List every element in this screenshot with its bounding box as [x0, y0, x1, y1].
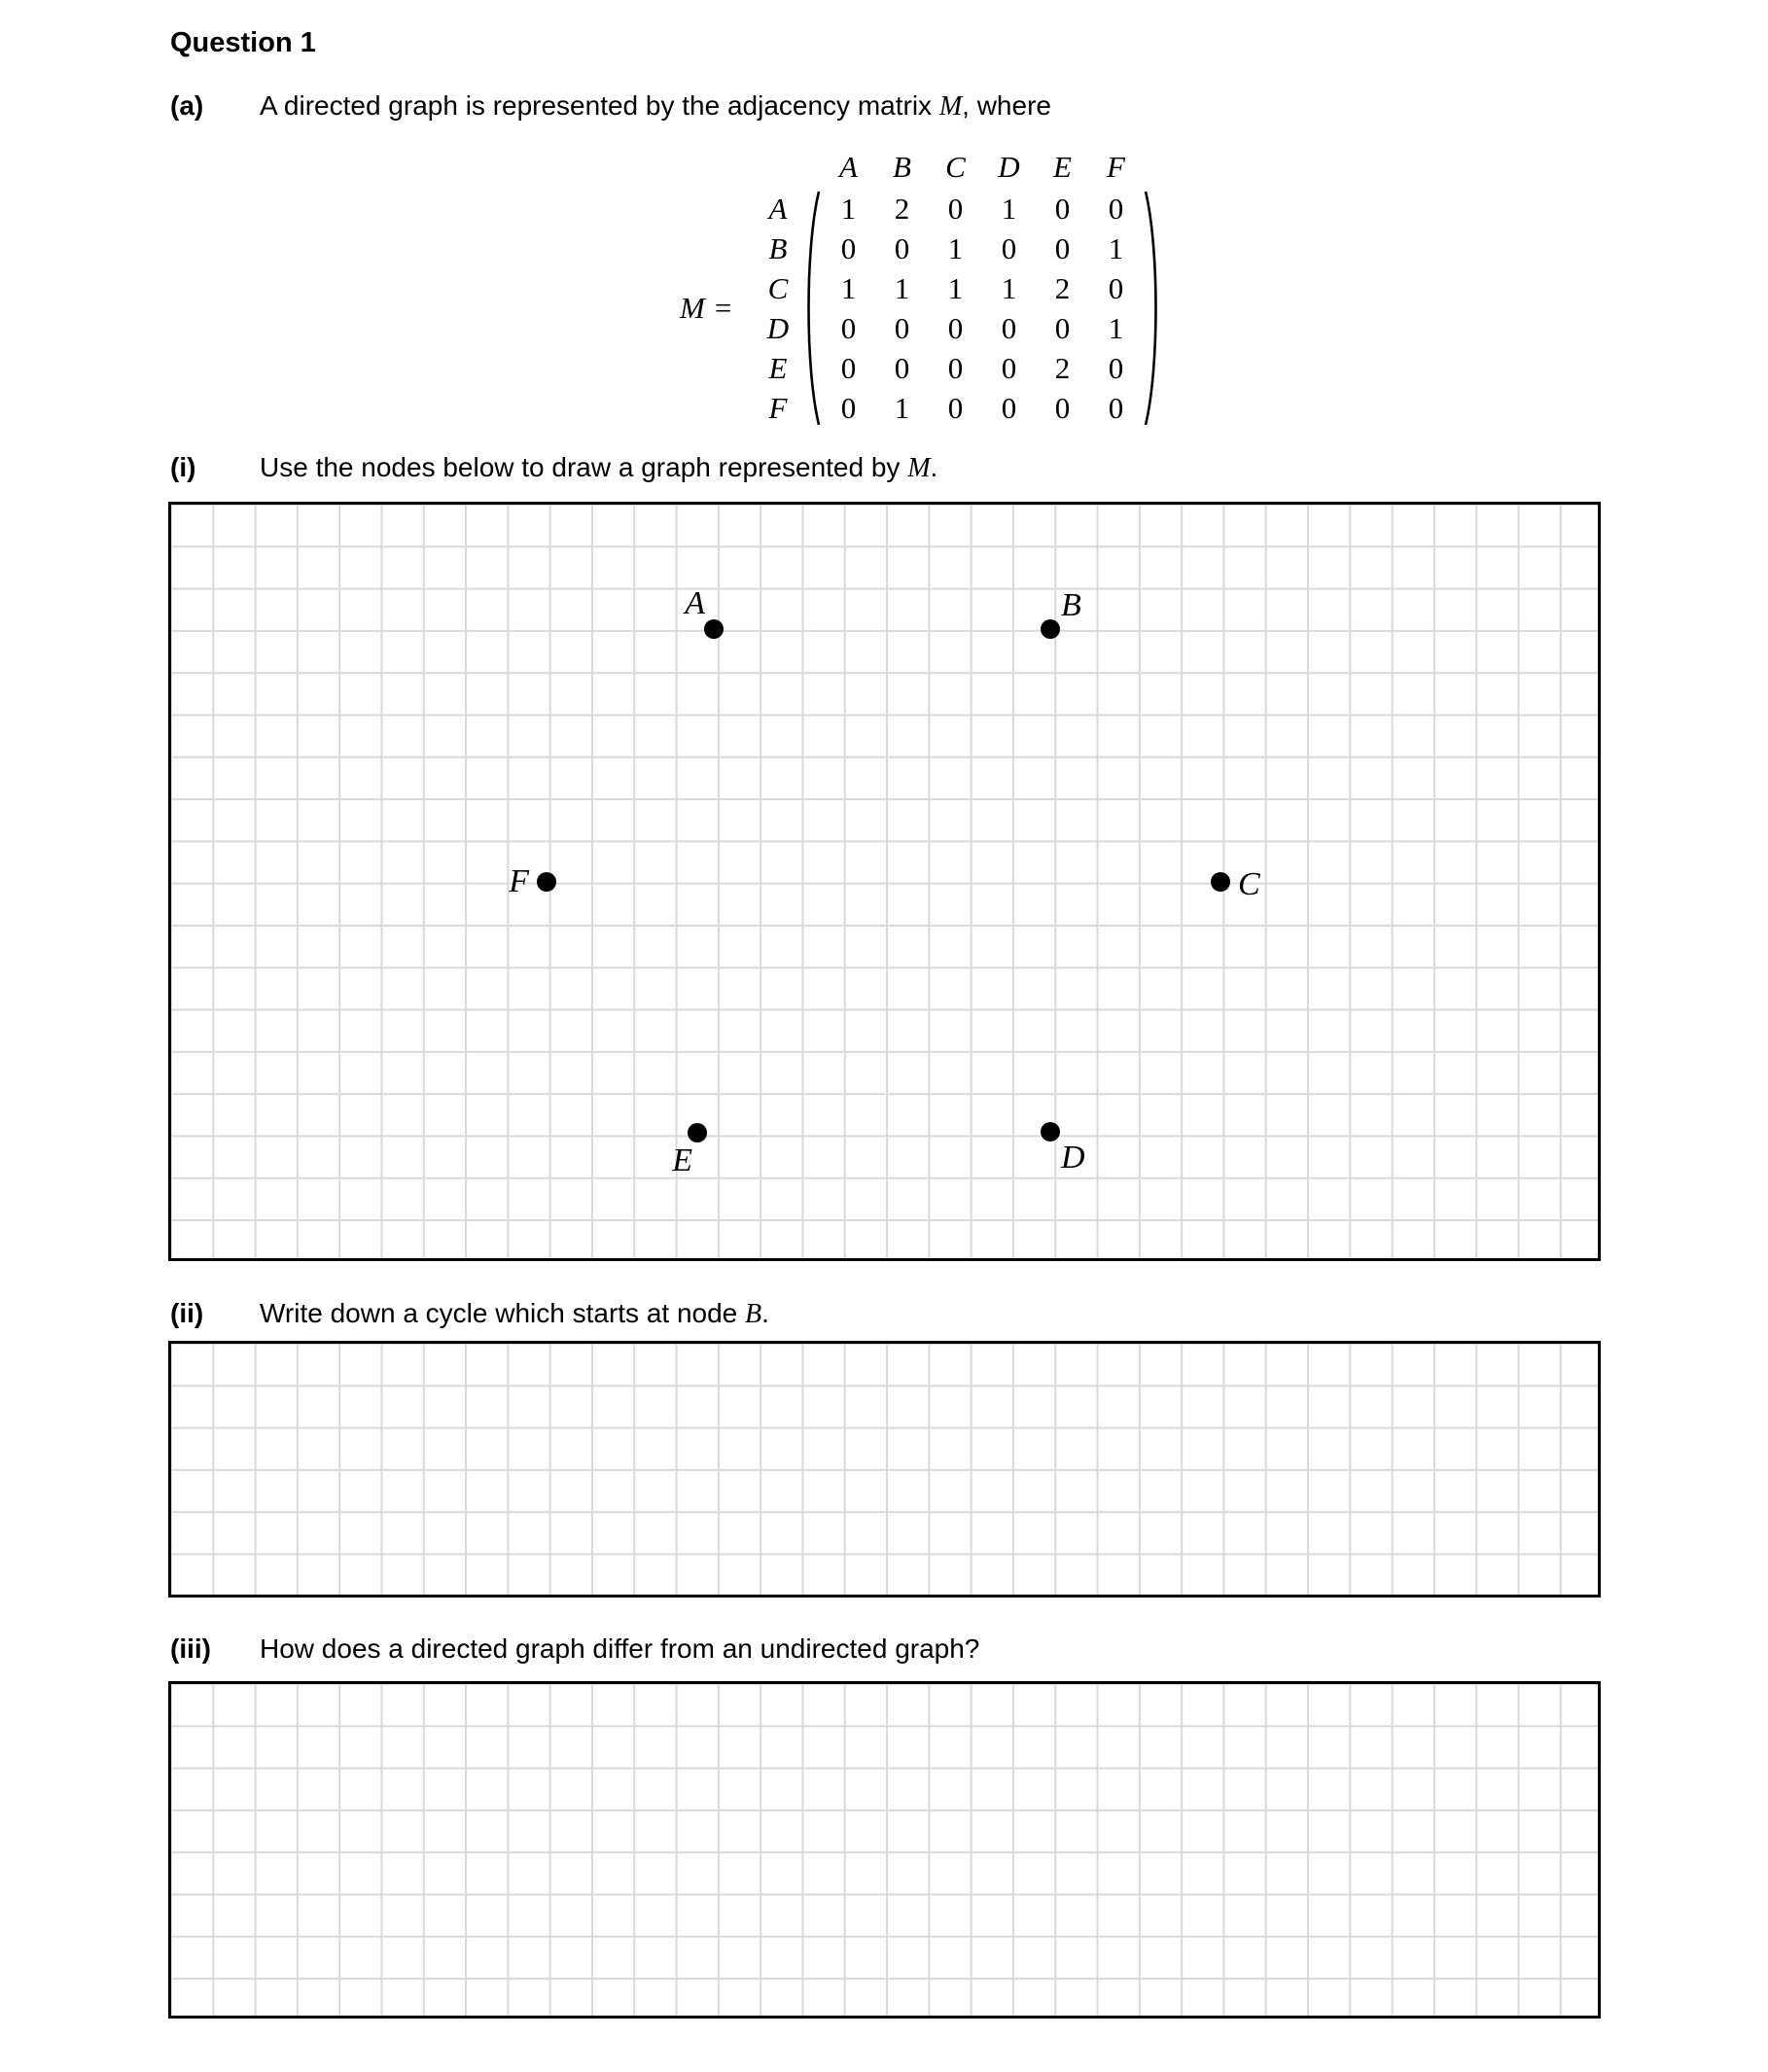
matrix-cell: 2 — [1054, 270, 1071, 305]
matrix-row-label: B — [768, 230, 788, 265]
matrix-col-header: E — [1053, 150, 1072, 184]
matrix-left-paren — [802, 189, 822, 428]
part-iii-prompt — [170, 1633, 979, 1665]
part-ii-text — [260, 1298, 769, 1330]
matrix-cell: 1 — [1108, 230, 1124, 265]
matrix-cell: 0 — [894, 230, 910, 265]
matrix-cell: 0 — [947, 310, 964, 345]
node-a-dot[interactable] — [704, 619, 724, 639]
matrix-cell: 0 — [1001, 350, 1017, 385]
matrix-cell: 0 — [840, 350, 857, 385]
part-i-text-after: . — [930, 452, 938, 482]
node-b-dot[interactable] — [1041, 619, 1060, 639]
matrix-cell: 1 — [840, 270, 857, 305]
matrix-cell: 0 — [947, 390, 964, 425]
matrix-col-header: F — [1107, 150, 1125, 184]
node-d-dot[interactable] — [1041, 1122, 1060, 1141]
matrix-cell: 1 — [947, 270, 964, 305]
matrix-cell: 0 — [840, 230, 857, 265]
matrix-row-label: D — [766, 310, 790, 345]
part-ii-prompt — [170, 1298, 769, 1330]
part-ii-label: (ii) — [170, 1298, 204, 1328]
matrix-cell: 0 — [1001, 310, 1017, 345]
matrix-cell: 0 — [1054, 310, 1071, 345]
matrix-cell: 1 — [1108, 310, 1124, 345]
node-c-label: C — [1238, 866, 1260, 902]
part-ii-text-before: Write down a cycle which starts at node — [260, 1298, 746, 1328]
matrix-col-header: D — [998, 150, 1020, 184]
matrix-cell: 0 — [1108, 270, 1124, 305]
node-e-label: E — [672, 1142, 692, 1178]
matrix-cell: 2 — [1054, 350, 1071, 385]
part-i-math-symbol: M — [907, 453, 931, 483]
node-b-label: B — [1061, 587, 1081, 623]
matrix-cell: 0 — [1054, 390, 1071, 425]
graph-drawing-box[interactable] — [168, 502, 1601, 1261]
matrix-cell: 2 — [894, 191, 910, 226]
matrix-cell: 1 — [894, 270, 910, 305]
matrix-cell: 0 — [1108, 390, 1124, 425]
part-a-prompt — [170, 90, 1051, 123]
part-ii-text-after: . — [761, 1298, 769, 1328]
matrix-cell: 0 — [1054, 191, 1071, 226]
matrix-cell: 0 — [894, 350, 910, 385]
equals-sign: = — [714, 291, 732, 325]
node-f-dot[interactable] — [537, 872, 556, 892]
node-d-label: D — [1061, 1140, 1085, 1176]
part-a-text-after: , where — [962, 90, 1051, 121]
part-i-text — [260, 452, 937, 484]
part-iii-label: (iii) — [170, 1633, 211, 1664]
matrix-cell: 1 — [947, 230, 964, 265]
part-a-text — [260, 90, 1051, 123]
matrix-cell: 0 — [840, 310, 857, 345]
matrix-cell: 0 — [947, 350, 964, 385]
part-iii-text: How does a directed graph differ from an undirected graph? — [260, 1633, 980, 1664]
node-e-dot[interactable] — [688, 1123, 707, 1142]
matrix-cell: 0 — [840, 390, 857, 425]
matrix-cell: 0 — [894, 310, 910, 345]
node-f-label: F — [509, 863, 529, 899]
matrix-cell: 0 — [1108, 350, 1124, 385]
part-ii-math-symbol: B — [745, 1299, 762, 1329]
matrix-cell: 1 — [1001, 270, 1017, 305]
node-c-dot[interactable] — [1211, 872, 1230, 892]
node-a-label: A — [685, 585, 705, 621]
matrix-col-header: C — [945, 150, 966, 184]
matrix-col-header: B — [893, 150, 911, 184]
matrix-right-paren — [1143, 189, 1162, 428]
matrix-row-label: F — [768, 390, 788, 425]
answer-box-difference[interactable] — [168, 1681, 1601, 2019]
matrix-name: M — [680, 291, 705, 325]
matrix-row-label: E — [768, 350, 788, 385]
matrix-cell: 1 — [894, 390, 910, 425]
matrix-cell: 0 — [1001, 230, 1017, 265]
matrix-equation-label — [676, 189, 754, 428]
part-a-math-symbol: M — [938, 91, 963, 122]
matrix-cell: 0 — [1054, 230, 1071, 265]
part-i-label: (i) — [170, 452, 196, 482]
part-a-label: (a) — [170, 90, 204, 121]
part-i-prompt — [170, 452, 937, 484]
part-a-text-before: A directed graph is represented by the adjacency matrix — [260, 90, 939, 121]
part-i-text-before: Use the nodes below to draw a graph represented by — [260, 452, 908, 482]
matrix-cell: 1 — [840, 191, 857, 226]
matrix-col-header: A — [839, 150, 858, 184]
matrix-row-label: C — [767, 270, 789, 305]
adjacency-matrix — [676, 146, 1162, 428]
matrix-cell: 0 — [947, 191, 964, 226]
matrix-cell: 0 — [1108, 191, 1124, 226]
matrix-cell: 1 — [1001, 191, 1017, 226]
matrix-cell: 0 — [1001, 390, 1017, 425]
matrix-row-label: A — [768, 191, 788, 226]
answer-box-cycle[interactable] — [168, 1341, 1601, 1598]
question-title: Question 1 — [170, 27, 316, 58]
